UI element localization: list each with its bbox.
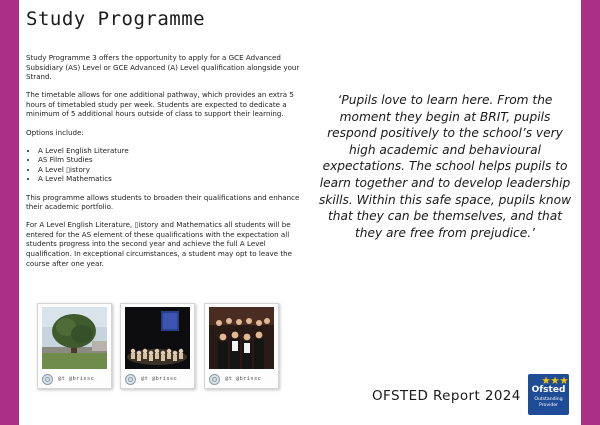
instagram-icon (125, 374, 136, 385)
programme-description (26, 53, 304, 277)
option-item: • A Level English Literature (38, 146, 304, 156)
polaroid-photo-3 (204, 303, 279, 389)
polaroid-photo-1 (37, 303, 112, 389)
option-item: • A Level ▯istory (38, 165, 304, 175)
ofsted-report-label: OFSTED Report 2024 (372, 388, 521, 404)
option-item: • A Level Mathematics (38, 174, 304, 184)
photo-caption: @t @brissc (141, 376, 178, 382)
photo-stage-performance (125, 307, 190, 369)
photo-group (209, 307, 274, 369)
ofsted-quote: ‘Pupils love to learn here. From the moment they begin at BRIT, pupils respond positively to the school’s very high academic and behavioural expectations. The school helps pupils to learn together and to develop leadership skills. Within this safe space, pupils know that they can be themselves, and that they are free from prejudice.’ (318, 93, 572, 240)
timetable-paragraph: The timetable allows for one additional pathway, which provides an extra 5 hours of timetabled study per week. Students are expected to dedicate a minimum of 5 additional hours outside of class to support their learning. (26, 90, 294, 119)
ofsted-grade-text: Outstanding Provider (534, 397, 563, 408)
instagram-icon (42, 374, 53, 385)
page-title: Study Programme (26, 8, 206, 30)
stars-icon (542, 376, 568, 385)
photo-caption: @t @brissc (58, 376, 95, 382)
right-accent-bar (581, 0, 600, 425)
intro-paragraph: Study Programme 3 offers the opportunity to apply for a GCE Advanced Subsidiary (AS) Level or GCE Advanced (A) Level qualification alongside your Strand. (26, 53, 300, 82)
photo-tree (42, 307, 107, 369)
options-heading: Options include: (26, 127, 84, 137)
ofsted-brand-text: Ofsted (531, 385, 566, 395)
photo-caption: @t @brissc (225, 376, 262, 382)
ofsted-logo (528, 374, 569, 415)
instagram-icon (209, 374, 220, 385)
left-accent-bar (0, 0, 19, 425)
broaden-paragraph: This programme allows students to broaden their qualifications and enhance their academic portfolio. (26, 192, 300, 212)
option-item: • AS Film Studies (38, 155, 304, 165)
progression-paragraph: For A Level English Literature, ▯istory and Mathematics all students will be entered for the AS element of these qualifications with the expectation all students progress into the second year and achieve the full A Level qualification. In exceptional circumstances, a student may opt to leave the course after one year. (26, 220, 292, 268)
polaroid-photo-2 (120, 303, 195, 389)
options-list (26, 146, 304, 184)
